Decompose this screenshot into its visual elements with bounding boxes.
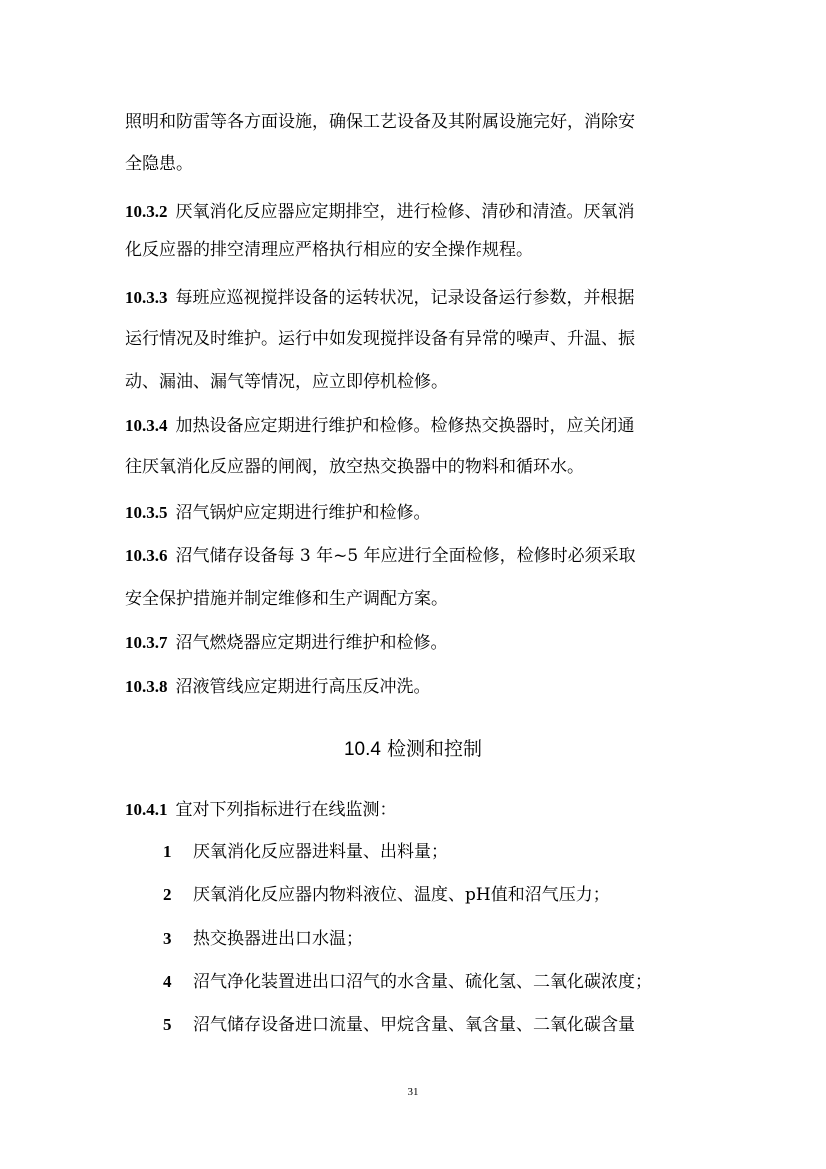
- clause-10-3-8: 10.3.8 沼液管线应定期进行高压反冲洗。: [125, 677, 431, 697]
- clause-number: 10.3.2: [125, 202, 168, 221]
- list-item: 1 厌氧消化反应器进料量、出料量；: [163, 842, 448, 862]
- paragraph-line: 安全保护措施并制定维修和生产调配方案。: [125, 589, 448, 609]
- section-title: 检测和控制: [387, 738, 483, 760]
- clause-number: 10.3.5: [125, 503, 168, 522]
- paragraph-line: 动、漏油、漏气等情况，应立即停机检修。: [125, 372, 448, 392]
- paragraph-line: 运行情况及时维护。运行中如发现搅拌设备有异常的噪声、升温、振: [125, 329, 635, 349]
- paragraph-line: 往厌氧消化反应器的闸阀，放空热交换器中的物料和循环水。: [125, 457, 584, 477]
- clause-number: 10.4.1: [125, 800, 168, 819]
- clause-10-3-2: 10.3.2 厌氧消化反应器应定期排空，进行检修、清砂和清渣。厌氧消: [125, 202, 635, 222]
- page-number: 31: [407, 1086, 419, 1098]
- clause-number: 10.3.7: [125, 633, 168, 652]
- list-item: 3 热交换器进出口水温；: [163, 929, 363, 949]
- paragraph-line: 化反应器的排空清理应严格执行相应的安全操作规程。: [125, 240, 533, 260]
- clause-number: 10.3.3: [125, 288, 168, 307]
- clause-number: 10.3.8: [125, 677, 168, 696]
- clause-10-3-4: 10.3.4 加热设备应定期进行维护和检修。检修热交换器时，应关闭通: [125, 416, 635, 436]
- clause-10-3-6: 10.3.6 沼气储存设备每 3 年~5 年应进行全面检修，检修时必须采取: [125, 546, 636, 566]
- list-item: 5 沼气储存设备进口流量、甲烷含量、氧含量、二氧化碳含量: [163, 1015, 635, 1035]
- list-item: 4 沼气净化装置进出口沼气的水含量、硫化氢、二氧化碳浓度；: [163, 972, 652, 992]
- clause-10-3-5: 10.3.5 沼气锅炉应定期进行维护和检修。: [125, 503, 431, 523]
- clause-10-3-7: 10.3.7 沼气燃烧器应定期进行维护和检修。: [125, 633, 448, 653]
- clause-number: 10.3.4: [125, 416, 168, 435]
- paragraph-line: 照明和防雷等各方面设施，确保工艺设备及其附属设施完好，消除安: [125, 112, 635, 132]
- section-number: 10.4: [343, 739, 381, 760]
- paragraph-line: 全隐患。: [125, 154, 193, 174]
- clause-10-3-3: 10.3.3 每班应巡视搅拌设备的运转状况，记录设备运行参数，并根据: [125, 288, 635, 308]
- clause-10-4-1: 10.4.1 宜对下列指标进行在线监测：: [125, 800, 397, 820]
- clause-number: 10.3.6: [125, 546, 168, 565]
- list-item: 2 厌氧消化反应器内物料液位、温度、pH值和沼气压力；: [163, 885, 610, 905]
- section-heading: [0, 738, 826, 761]
